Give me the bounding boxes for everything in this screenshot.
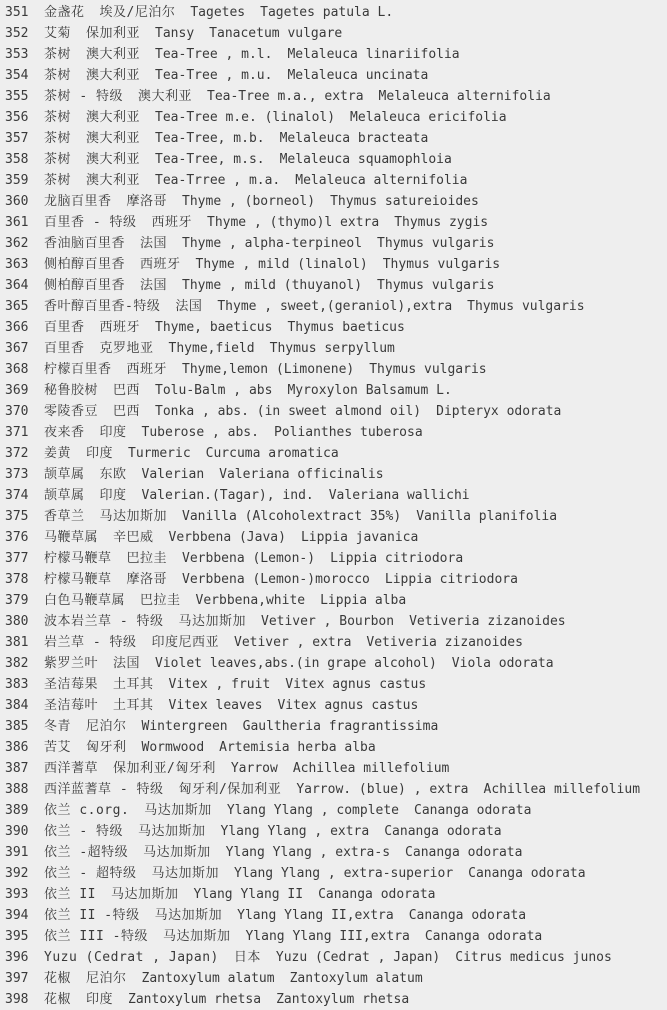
table-row — [0, 632, 667, 653]
oil-name-english: Turmeric — [128, 446, 191, 461]
oil-name-chinese: 依兰 -超特级 — [44, 845, 129, 860]
oil-name-chinese: 百里香 - 特级 — [44, 215, 137, 230]
oil-origin-chinese: 澳大利亚 — [86, 68, 141, 83]
table-row — [0, 863, 667, 884]
oil-name-english: Thyme,field — [168, 341, 255, 356]
table-row — [0, 485, 667, 506]
oil-latin-name: Lippia citriodora — [384, 572, 518, 587]
oil-name-chinese: 茶树 — [44, 68, 72, 83]
oil-name-chinese: 波本岩兰草 - 特级 — [44, 614, 164, 629]
table-row — [0, 947, 667, 968]
row-number: 369 — [5, 383, 29, 398]
table-row — [0, 65, 667, 86]
oil-name-english: Tea-Tree m.a., extra — [207, 89, 364, 104]
table-row — [0, 401, 667, 422]
oil-latin-name: Cananga odorata — [384, 824, 502, 839]
oil-name-english: Thyme , (thymo)l extra — [207, 215, 380, 230]
oil-origin-chinese: 法国 — [175, 299, 203, 314]
oil-origin-chinese: 澳大利亚 — [137, 89, 192, 104]
oil-name-english: Valerian.(Tagar), ind. — [141, 488, 314, 503]
row-number: 354 — [5, 68, 29, 83]
row-number: 353 — [5, 47, 29, 62]
table-row — [0, 926, 667, 947]
row-number: 362 — [5, 236, 29, 251]
oil-name-chinese: 柠檬马鞭草 — [44, 551, 112, 566]
table-row — [0, 905, 667, 926]
oil-name-english: Tea-Tree m.e. (linalol) — [155, 110, 336, 125]
oil-name-english: Tea-Tree , m.l. — [155, 47, 273, 62]
oil-name-english: Ylang Ylang , extra-superior — [234, 866, 454, 881]
oil-origin-chinese: 马达加斯加 — [137, 824, 206, 839]
table-row — [0, 464, 667, 485]
oil-name-english: Yarrow — [230, 761, 278, 776]
oil-name-english: Tagetes — [190, 5, 246, 20]
oil-name-english: Violet leaves,abs.(in grape alcohol) — [155, 656, 437, 671]
oil-origin-chinese: 马达加斯加 — [99, 509, 168, 524]
oil-origin-chinese: 克罗地亚 — [99, 341, 154, 356]
oil-origin-chinese: 西班牙 — [140, 257, 181, 272]
table-row — [0, 338, 667, 359]
oil-name-english: Thyme , mild (linalol) — [195, 257, 368, 272]
row-number: 356 — [5, 110, 29, 125]
oil-latin-name: Artemisia herba alba — [219, 740, 376, 755]
table-row — [0, 359, 667, 380]
oil-name-english: Thyme , alpha-terpineol — [182, 236, 363, 251]
row-number: 351 — [5, 5, 29, 20]
oil-origin-chinese: 马达加斯加 — [110, 887, 179, 902]
oil-origin-chinese: 辛巴威 — [113, 530, 154, 545]
oil-origin-chinese: 澳大利亚 — [86, 110, 141, 125]
table-row — [0, 653, 667, 674]
oil-name-chinese: 马鞭草属 — [44, 530, 99, 545]
oil-origin-chinese: 西班牙 — [151, 215, 192, 230]
oil-origin-chinese: 日本 — [233, 950, 261, 965]
oil-name-chinese: 茶树 — [44, 47, 72, 62]
row-number: 371 — [5, 425, 29, 440]
oil-name-chinese: 西洋蓝蓍草 - 特级 — [44, 782, 164, 797]
oil-name-english: Vitex leaves — [168, 698, 263, 713]
oil-origin-chinese: 尼泊尔 — [86, 719, 127, 734]
row-number: 387 — [5, 761, 29, 776]
row-number: 382 — [5, 656, 29, 671]
oil-name-english: Yuzu (Cedrat , Japan) — [275, 950, 441, 965]
row-number: 359 — [5, 173, 29, 188]
table-row — [0, 170, 667, 191]
oil-latin-name: Achillea millefolium — [483, 782, 641, 797]
oil-latin-name: Thymus vulgaris — [377, 278, 495, 293]
oil-name-english: Ylang Ylang II — [193, 887, 304, 902]
row-number: 394 — [5, 908, 29, 923]
oil-name-english: Thyme , (borneol) — [182, 194, 316, 209]
oil-origin-chinese: 马达加斯加 — [154, 908, 223, 923]
oil-origin-chinese: 摩洛哥 — [126, 572, 168, 587]
oil-latin-name: Cananga odorata — [468, 866, 586, 881]
oil-name-chinese: 依兰 c.org. — [44, 803, 130, 818]
oil-name-chinese: 冬青 — [44, 719, 72, 734]
oil-name-chinese: 依兰 II -特级 — [44, 908, 140, 923]
oil-latin-name: Cananga odorata — [318, 887, 436, 902]
oil-name-chinese: 香叶醇百里香-特级 — [44, 299, 161, 314]
oil-name-english: Thyme , sweet,(geraniol),extra — [217, 299, 453, 314]
oil-origin-chinese: 巴拉圭 — [126, 551, 168, 566]
row-number: 395 — [5, 929, 29, 944]
row-number: 361 — [5, 215, 29, 230]
table-row — [0, 212, 667, 233]
table-row — [0, 23, 667, 44]
oil-name-english: Wintergreen — [141, 719, 228, 734]
oil-origin-chinese: 印度 — [86, 992, 114, 1007]
row-number: 355 — [5, 89, 29, 104]
table-row — [0, 128, 667, 149]
table-row — [0, 233, 667, 254]
row-number: 377 — [5, 551, 29, 566]
oil-latin-name: Thymus vulgaris — [369, 362, 487, 377]
oil-latin-name: Zantoxylum rhetsa — [276, 992, 410, 1007]
oil-name-english: Verbbena (Lemon-) — [182, 551, 316, 566]
oil-origin-chinese: 马达加斯加 — [162, 929, 231, 944]
oil-name-english: Thyme, baeticus — [155, 320, 273, 335]
oil-latin-name: Melaleuca alternifolia — [295, 173, 468, 188]
oil-name-english: Tuberose , abs. — [141, 425, 259, 440]
oil-name-chinese: 金盏花 — [44, 5, 85, 20]
oil-origin-chinese: 印度 — [99, 425, 127, 440]
oil-name-chinese: 花椒 — [44, 992, 72, 1007]
oil-latin-name: Vitex agnus castus — [277, 698, 419, 713]
oil-latin-name: Cananga odorata — [424, 929, 543, 944]
row-number: 386 — [5, 740, 29, 755]
oil-latin-name: Vetiveria zizanoides — [409, 614, 566, 629]
oil-latin-name: Melaleuca squamophloia — [279, 152, 452, 167]
oil-latin-name: Viola odorata — [451, 656, 554, 671]
table-row — [0, 758, 667, 779]
row-number: 366 — [5, 320, 29, 335]
oil-name-english: Ylang Ylang III,extra — [245, 929, 410, 944]
oil-name-chinese: 颉草属 — [44, 488, 85, 503]
row-number: 397 — [5, 971, 29, 986]
table-row — [0, 275, 667, 296]
oil-origin-chinese: 摩洛哥 — [126, 194, 168, 209]
oil-name-chinese: 侧柏醇百里香 — [44, 278, 126, 293]
oil-name-english: Tea-Trree , m.a. — [155, 173, 281, 188]
oil-latin-name: Lippia javanica — [300, 530, 419, 545]
oil-name-english: Tea-Tree, m.s. — [155, 152, 265, 167]
oil-name-chinese: 紫罗兰叶 — [44, 656, 99, 671]
row-number: 364 — [5, 278, 29, 293]
oil-latin-name: Melaleuca linariifolia — [287, 47, 460, 62]
oil-name-english: Tonka , abs. (in sweet almond oil) — [155, 404, 422, 419]
oil-latin-name: Melaleuca ericifolia — [350, 110, 507, 125]
table-row — [0, 968, 667, 989]
table-row — [0, 191, 667, 212]
oil-name-chinese: 茶树 — [44, 152, 72, 167]
row-number: 372 — [5, 446, 29, 461]
row-number: 379 — [5, 593, 29, 608]
oil-name-chinese: 茶树 - 特级 — [44, 89, 123, 104]
table-row — [0, 86, 667, 107]
oil-origin-chinese: 西班牙 — [126, 362, 168, 377]
oil-name-english: Verbbena (Java) — [168, 530, 286, 545]
oil-name-english: Zantoxylum rhetsa — [128, 992, 262, 1007]
oil-name-chinese: 姜黄 — [44, 446, 72, 461]
oil-origin-chinese: 匈牙利 — [86, 740, 127, 755]
oil-name-chinese: 柠檬百里香 — [44, 362, 112, 377]
row-number: 374 — [5, 488, 29, 503]
oil-origin-chinese: 巴西 — [113, 383, 141, 398]
oil-name-english: Verbbena (Lemon-)morocco — [182, 572, 370, 587]
row-number: 368 — [5, 362, 29, 377]
row-number: 370 — [5, 404, 29, 419]
oil-origin-chinese: 印度 — [86, 446, 114, 461]
oil-name-chinese: 茶树 — [44, 131, 72, 146]
oil-name-english: Tea-Tree , m.u. — [155, 68, 273, 83]
table-row — [0, 380, 667, 401]
oil-latin-name: Myroxylon Balsamum L. — [287, 383, 452, 398]
oil-name-chinese: 花椒 — [44, 971, 72, 986]
oil-name-english: Verbbena,white — [195, 593, 306, 608]
oil-latin-name: Lippia alba — [320, 593, 407, 608]
oil-origin-chinese: 保加利亚/匈牙利 — [113, 761, 216, 776]
oil-name-english: Valerian — [141, 467, 205, 482]
oil-origin-chinese: 巴拉圭 — [140, 593, 181, 608]
oil-latin-name: Gaultheria fragrantissima — [242, 719, 439, 734]
oil-latin-name: Thymus satureioides — [330, 194, 479, 209]
oil-name-chinese: 茶树 — [44, 173, 72, 188]
oil-origin-chinese: 尼泊尔 — [86, 971, 127, 986]
oil-origin-chinese: 法国 — [140, 278, 168, 293]
oil-name-chinese: 白色马鞭草属 — [44, 593, 126, 608]
oil-latin-name: Melaleuca alternifolia — [378, 89, 551, 104]
table-row — [0, 737, 667, 758]
table-row — [0, 716, 667, 737]
oil-latin-name: Thymus baeticus — [287, 320, 405, 335]
oil-name-chinese: 艾菊 — [44, 26, 72, 41]
oil-latin-name: Tanacetum vulgare — [209, 26, 343, 41]
oil-name-english: Vitex , fruit — [168, 677, 271, 692]
oil-name-chinese: 龙脑百里香 — [44, 194, 112, 209]
oil-origin-chinese: 印度尼西亚 — [151, 635, 219, 650]
table-row — [0, 821, 667, 842]
oil-name-chinese: Yuzu (Cedrat , Japan) — [44, 950, 219, 965]
oil-latin-name: Dipteryx odorata — [436, 404, 562, 419]
row-number: 352 — [5, 26, 29, 41]
oil-name-english: Thyme , mild (thuyanol) — [182, 278, 363, 293]
oil-name-chinese: 秘鲁胶树 — [44, 383, 99, 398]
oil-origin-chinese: 法国 — [140, 236, 168, 251]
row-number: 388 — [5, 782, 29, 797]
oil-name-english: Ylang Ylang , extra — [220, 824, 370, 839]
oil-name-english: Vetiver , extra — [234, 635, 352, 650]
oil-origin-chinese: 马达加斯加 — [144, 803, 212, 818]
table-row — [0, 548, 667, 569]
oil-latin-name: Polianthes tuberosa — [273, 425, 423, 440]
row-number: 357 — [5, 131, 29, 146]
table-row — [0, 527, 667, 548]
row-number: 380 — [5, 614, 29, 629]
oil-name-english: Ylang Ylang II,extra — [237, 908, 394, 923]
oil-origin-chinese: 土耳其 — [113, 677, 154, 692]
row-number: 393 — [5, 887, 29, 902]
table-row — [0, 590, 667, 611]
oil-latin-name: Vitex agnus castus — [285, 677, 427, 692]
row-number: 398 — [5, 992, 29, 1007]
oil-name-english: Thyme,lemon (Limonene) — [182, 362, 355, 377]
row-number: 396 — [5, 950, 29, 965]
oil-name-chinese: 夜来香 — [44, 425, 85, 440]
oil-origin-chinese: 澳大利亚 — [86, 173, 141, 188]
table-row — [0, 779, 667, 800]
oil-name-chinese: 苦艾 — [44, 740, 72, 755]
table-row — [0, 800, 667, 821]
oil-name-chinese: 茶树 — [44, 110, 72, 125]
oil-name-chinese: 圣洁莓果 — [44, 677, 99, 692]
oil-name-english: Tea-Tree, m.b. — [155, 131, 265, 146]
oil-latin-name: Thymus vulgaris — [467, 299, 585, 314]
oil-name-chinese: 香油脑百里香 — [44, 236, 126, 251]
table-row — [0, 2, 667, 23]
oil-name-english: Vanilla (Alcoholextract 35%) — [182, 509, 402, 524]
oil-latin-name: Thymus vulgaris — [382, 257, 501, 272]
table-row — [0, 317, 667, 338]
row-number: 392 — [5, 866, 29, 881]
oil-name-english: Ylang Ylang , complete — [226, 803, 399, 818]
oil-name-english: Wormwood — [141, 740, 205, 755]
oil-origin-chinese: 印度 — [99, 488, 127, 503]
oil-name-chinese: 柠檬马鞭草 — [44, 572, 112, 587]
oil-name-chinese: 依兰 - 特级 — [44, 824, 123, 839]
row-number: 384 — [5, 698, 29, 713]
row-number: 360 — [5, 194, 29, 209]
oil-origin-chinese: 埃及/尼泊尔 — [99, 5, 176, 20]
row-number: 383 — [5, 677, 29, 692]
oil-latin-name: Cananga odorata — [405, 845, 523, 860]
oil-origin-chinese: 法国 — [113, 656, 141, 671]
oil-latin-name: Tagetes patula L. — [260, 5, 394, 20]
oil-name-chinese: 百里香 — [44, 341, 85, 356]
oil-latin-name: Cananga odorata — [414, 803, 532, 818]
oil-origin-chinese: 西班牙 — [99, 320, 141, 335]
oil-name-chinese: 侧柏醇百里香 — [44, 257, 126, 272]
oil-latin-name: Curcuma aromatica — [205, 446, 339, 461]
oil-name-chinese: 岩兰草 - 特级 — [44, 635, 137, 650]
oil-latin-name: Thymus zygis — [394, 215, 489, 230]
table-row — [0, 44, 667, 65]
row-number: 358 — [5, 152, 29, 167]
oil-name-chinese: 颉草属 — [44, 467, 85, 482]
oil-latin-name: Thymus serpyllum — [269, 341, 395, 356]
table-row — [0, 296, 667, 317]
oil-name-english: Ylang Ylang , extra-s — [225, 845, 391, 860]
table-row — [0, 107, 667, 128]
row-number: 375 — [5, 509, 29, 524]
oil-origin-chinese: 保加利亚 — [86, 26, 141, 41]
oil-name-english: Yarrow. (blue) , extra — [296, 782, 469, 797]
oil-origin-chinese: 土耳其 — [113, 698, 154, 713]
row-number: 381 — [5, 635, 29, 650]
oil-origin-chinese: 澳大利亚 — [86, 152, 141, 167]
table-row — [0, 506, 667, 527]
oil-name-chinese: 依兰 III -特级 — [44, 929, 148, 944]
table-row — [0, 695, 667, 716]
row-number: 391 — [5, 845, 29, 860]
oil-latin-name: Citrus medicus junos — [455, 950, 612, 965]
oil-latin-name: Vetiveria zizanoides — [366, 635, 523, 650]
row-number: 365 — [5, 299, 29, 314]
oil-latin-name: Valeriana officinalis — [219, 467, 384, 482]
row-number: 389 — [5, 803, 29, 818]
oil-name-english: Zantoxylum alatum — [141, 971, 275, 986]
table-row — [0, 422, 667, 443]
table-row — [0, 443, 667, 464]
row-number: 378 — [5, 572, 29, 587]
oil-name-chinese: 零陵香豆 — [44, 404, 99, 419]
table-row — [0, 989, 667, 1010]
table-row — [0, 611, 667, 632]
table-row — [0, 842, 667, 863]
oil-origin-chinese: 匈牙利/保加利亚 — [178, 782, 282, 797]
oil-origin-chinese: 马达加斯加 — [143, 845, 211, 860]
table-row — [0, 569, 667, 590]
row-number: 385 — [5, 719, 29, 734]
oil-name-chinese: 依兰 II — [44, 887, 96, 902]
table-row — [0, 254, 667, 275]
oil-name-chinese: 西洋蓍草 — [44, 761, 99, 776]
oil-name-chinese: 香草兰 — [44, 509, 85, 524]
oil-origin-chinese: 澳大利亚 — [86, 131, 141, 146]
oil-latin-name: Achillea millefolium — [292, 761, 450, 776]
oil-name-chinese: 依兰 - 超特级 — [44, 866, 137, 881]
oil-latin-name: Valeriana wallichi — [328, 488, 470, 503]
oil-latin-name: Melaleuca bracteata — [279, 131, 429, 146]
oil-name-english: Tolu-Balm , abs — [155, 383, 273, 398]
oil-latin-name: Cananga odorata — [408, 908, 527, 923]
oil-latin-name: Melaleuca uncinata — [287, 68, 429, 83]
oil-origin-chinese: 澳大利亚 — [86, 47, 141, 62]
oil-name-english: Tansy — [155, 26, 195, 41]
row-number: 367 — [5, 341, 29, 356]
oil-origin-chinese: 东欧 — [99, 467, 127, 482]
oil-latin-name: Zantoxylum alatum — [289, 971, 423, 986]
oil-name-chinese: 百里香 — [44, 320, 85, 335]
row-number: 376 — [5, 530, 29, 545]
oil-name-english: Vetiver , Bourbon — [261, 614, 395, 629]
oil-latin-name: Vanilla planifolia — [416, 509, 558, 524]
oil-name-chinese: 圣洁莓叶 — [44, 698, 99, 713]
table-row — [0, 674, 667, 695]
oil-latin-name: Lippia citriodora — [330, 551, 464, 566]
oil-origin-chinese: 马达加斯加 — [178, 614, 246, 629]
oil-origin-chinese: 巴西 — [113, 404, 141, 419]
table-row — [0, 884, 667, 905]
oil-latin-name: Thymus vulgaris — [377, 236, 495, 251]
row-number: 363 — [5, 257, 29, 272]
row-number: 390 — [5, 824, 29, 839]
oil-origin-chinese: 马达加斯加 — [151, 866, 219, 881]
row-number: 373 — [5, 467, 29, 482]
table-row — [0, 149, 667, 170]
